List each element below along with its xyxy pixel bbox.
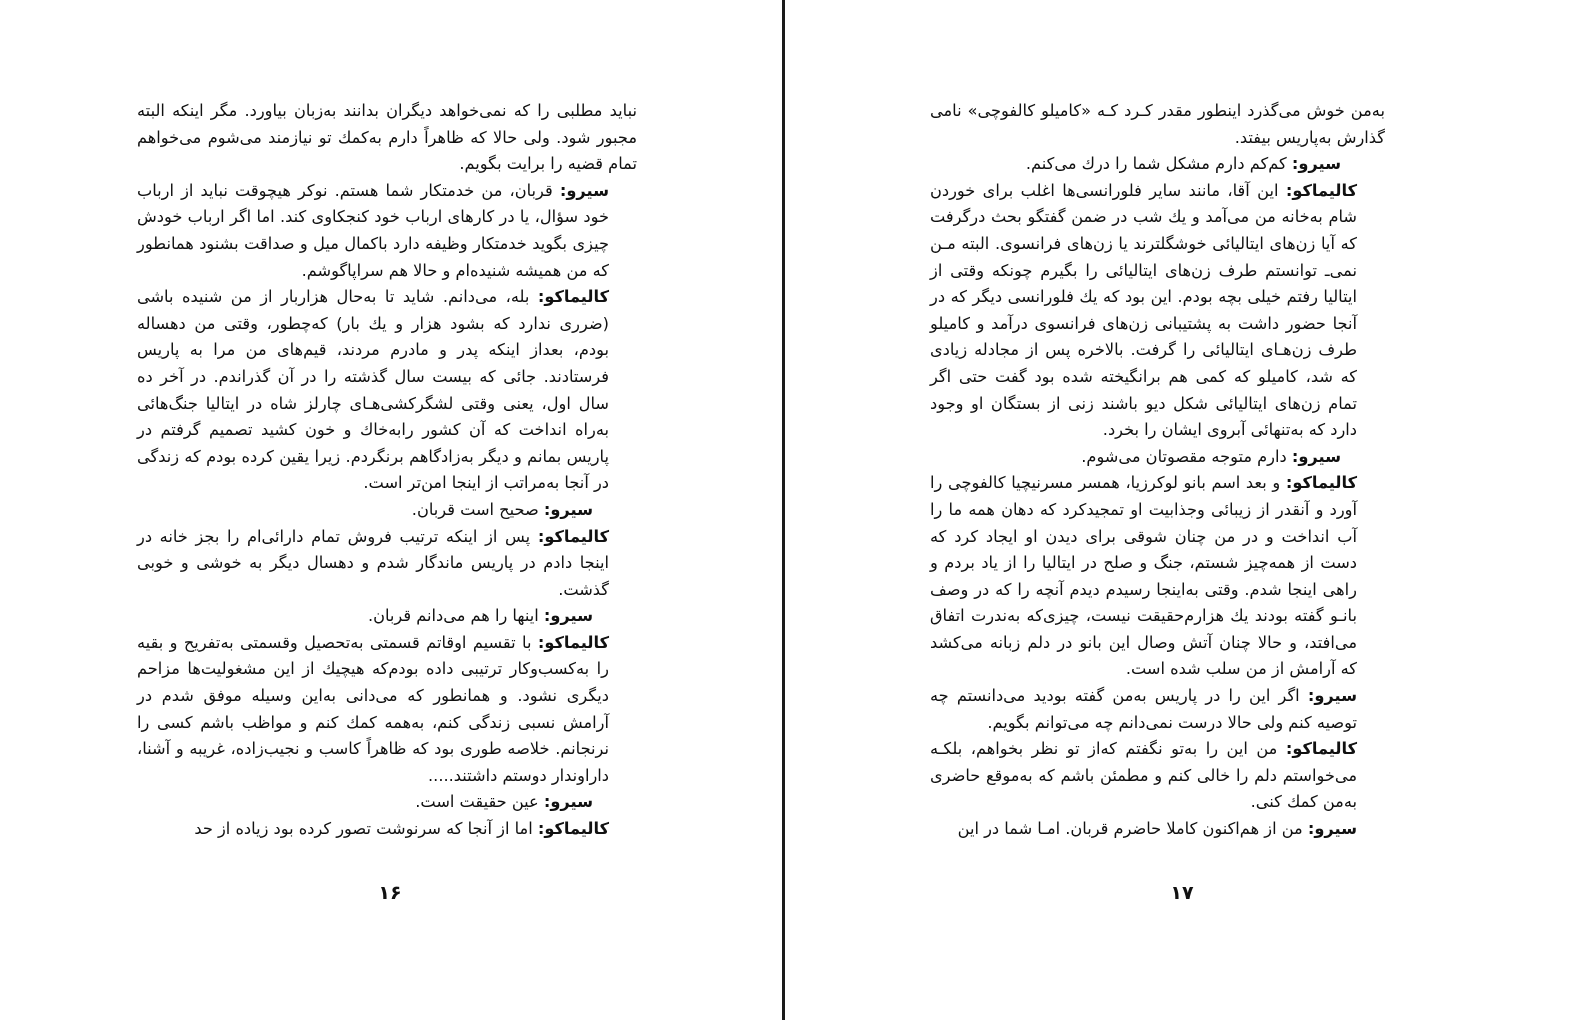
paragraph [930,444,1385,471]
paragraph [137,497,637,524]
paragraph [930,98,1385,151]
page-number: ۱۶ [378,882,402,904]
paragraph [137,789,637,816]
speaker-name: کالیماکو: [1285,473,1357,493]
paragraph [930,683,1385,736]
dialogue-text: عین حقیقت است. [415,792,544,812]
paragraph [930,470,1385,683]
speaker-name: سیرو: [543,792,593,812]
dialogue-text: و بعد اسم بانو لوکرزیا، همسر مسرنیچیا کالفوچی را آورد و آنقدر از زیبائی وجذابیت او تمجیدکرد که دهان همه ما را آب انداخت و در من چنان شوقی برای دیدن او ایجاد کرد که دست از همه‌چیز شستم، جنگ و صلح در ایتالیا را از یاد بردم و راهی اینجا شدم. وقتی به‌اینجا رسیدم دیدم آنچه را که در وصف بانـو گفته بودند یك هزارم‌حقیقت نیست، چیزی‌که به‌ندرت اتفاق می‌افتد، و حالا چنان آتش وصال این بانو در دلم زبانه می‌کشد که آرامش از من سلب شده است. [930,473,1357,679]
dialogue-text: به‌من خوش می‌گذرد اینطور مقدر کـرد کـه «کامیلو کالفوچی» نامی گذارش به‌پاریس بیفتد. [930,101,1385,147]
speaker-name: سیرو: [1307,686,1357,706]
book-spine-divider [782,0,785,1020]
paragraph [137,284,637,497]
speaker-name: سیرو: [1307,819,1357,839]
speaker-name: کالیماکو: [1285,180,1357,200]
speaker-name: سیرو: [1291,154,1341,174]
dialogue-text: من از هم‌اکنون کاملا حاضرم قربان. امـا شما در این [957,819,1308,839]
left-page [137,98,637,843]
paragraph [930,736,1385,816]
dialogue-text: پس از اینکه ترتیب فروش تمام دارائی‌ام را بجز خانه در اینجا دادم در پاریس ماندگار شدم و دهسال دیگر به خوشی و خوبی گذشت. [137,526,609,599]
paragraph [137,98,637,178]
page-number: ۱۷ [1170,882,1194,904]
paragraph [137,603,637,630]
paragraph [930,151,1385,178]
dialogue-text: این آقا، مانند سایر فلورانسی‌ها اغلب برای خوردن شام به‌خانه من می‌آمد و یك شب در ضمن گفتگو بحث درگرفت که آیا زن‌های ایتالیائی خوشگلترند یا زن‌های فرانسوی. البته مـن نمی‌ـ توانستم طرف زن‌های ایتالیائی را بگیرم چونکه وقتی از ایتالیا رفتم خیلی بچه بودم. این بود که یك فلورانسی دیگر که در آنجا حضور داشت به پشتیبانی زن‌های فرانسوی درآمد و کامیلو طرف زن‌هـای ایتالیائی را گرفت. بالاخره پس از مجادله زیادی که شد، کامیلو که کمی هم برانگیخته شده بود گفت حتی اگر تمام زن‌های ایتالیائی شکل دیو باشند زنی از بستگان او وجود دارد که به‌تنهائی آبروی ایشان را بخرد. [930,180,1357,440]
right-page [930,98,1385,843]
paragraph [930,178,1385,444]
paragraph [137,816,637,843]
speaker-name: کالیماکو: [537,819,609,839]
paragraph [930,816,1385,843]
dialogue-text: صحیح است قربان. [411,499,544,519]
speaker-name: کالیماکو: [537,632,609,652]
dialogue-text: من این را به‌تو نگفتم که‌از تو نظر بخواهم، بلکـه می‌خواستم دلم را خالی کنم و مطمئن باشم که به‌موقع حاضری به‌من کمك کنی. [930,739,1357,812]
paragraph [137,630,637,790]
dialogue-text: بله، می‌دانم. شاید تا به‌حال هزاربار از من شنیده باشی (ضرری ندارد که بشود هزار و یك بار) که‌چطور، وقتی من دهساله بودم، بعداز اینکه پدر و مادرم مردند، قیم‌های من مرا به پاریس فرستادند. جائی که بیست سال گذشته را در آن گذراندم. در آخر ده سال اول، یعنی وقتی لشگرکشی‌هـای چارلز شاه در ایتالیا جنگ‌هائی به‌راه انداخت که آن کشور رابه‌خاك و خون کشید تصمیم گرفتم در پاریس بمانم و دیگر به‌زادگاهم برنگردم. زیرا یقین کرده بودم که زندگی در آنجا به‌مراتب از اینجا امن‌تر است. [137,287,609,493]
dialogue-text: اما از آنجا که سرنوشت تصور کرده بود زیاده از حد [194,819,538,839]
speaker-name: سیرو: [1291,446,1341,466]
dialogue-text: کم‌کم دارم مشکل شما را درك می‌کنم. [1025,154,1292,174]
speaker-name: کالیماکو: [1285,739,1357,759]
speaker-name: سیرو: [543,499,593,519]
speaker-name: کالیماکو: [537,526,609,546]
paragraph [137,178,637,284]
speaker-name: کالیماکو: [537,287,609,307]
dialogue-text: اینها را هم می‌دانم قربان. [367,606,544,626]
dialogue-text: نباید مطلبی را که نمی‌خواهد دیگران بدانند به‌زبان بیاورد. مگر اینکه البته مجبور شود. ولی حالا که ظاهراً دارم به‌کمك تو نیازمند می‌شوم می‌خواهم تمام قضیه را برایت بگویم. [137,101,637,174]
speaker-name: سیرو: [543,606,593,626]
paragraph [137,524,637,604]
dialogue-text: با تقسیم اوقاتم قسمتی به‌تحصیل وقسمتی به‌تفریح و بقیه را به‌کسب‌وکار ترتیبی داده بودم‌که هیچیك از این مشغولیت‌ها مزاحم دیگری نشود. و همانطور که می‌دانی به‌این وسیله موفق شدم در آرامش نسبی زندگی کنم، به‌همه کمك کنم و مواظب باشم کسی را نرنجانم. خلاصه طوری بود که ظاهراً کاسب و نجیب‌زاده، غریبه و آشنا، داراوندار دوستم داشتند..... [137,632,609,785]
dialogue-text: دارم متوجه مقصوتان می‌شوم. [1081,446,1292,466]
dialogue-text: قربان، من خدمتکار شما هستم. نوکر هیچوقت نباید از ارباب خود سؤال، یا در کارهای ارباب خود کنجکاوی کند. اما اگر ارباب خودش چیزی بگوید خدمتکار وظیفه دارد باکمال میل و صداقت بشنود همانطور که من همیشه شنیده‌ام و حالا هم سراپاگوشم. [137,180,609,280]
speaker-name: سیرو: [559,180,609,200]
dialogue-text: اگر این را در پاریس به‌من گفته بودید می‌دانستم چه توصیه کنم ولی حالا درست نمی‌دانم چه می‌توانم بگویم. [930,686,1357,732]
